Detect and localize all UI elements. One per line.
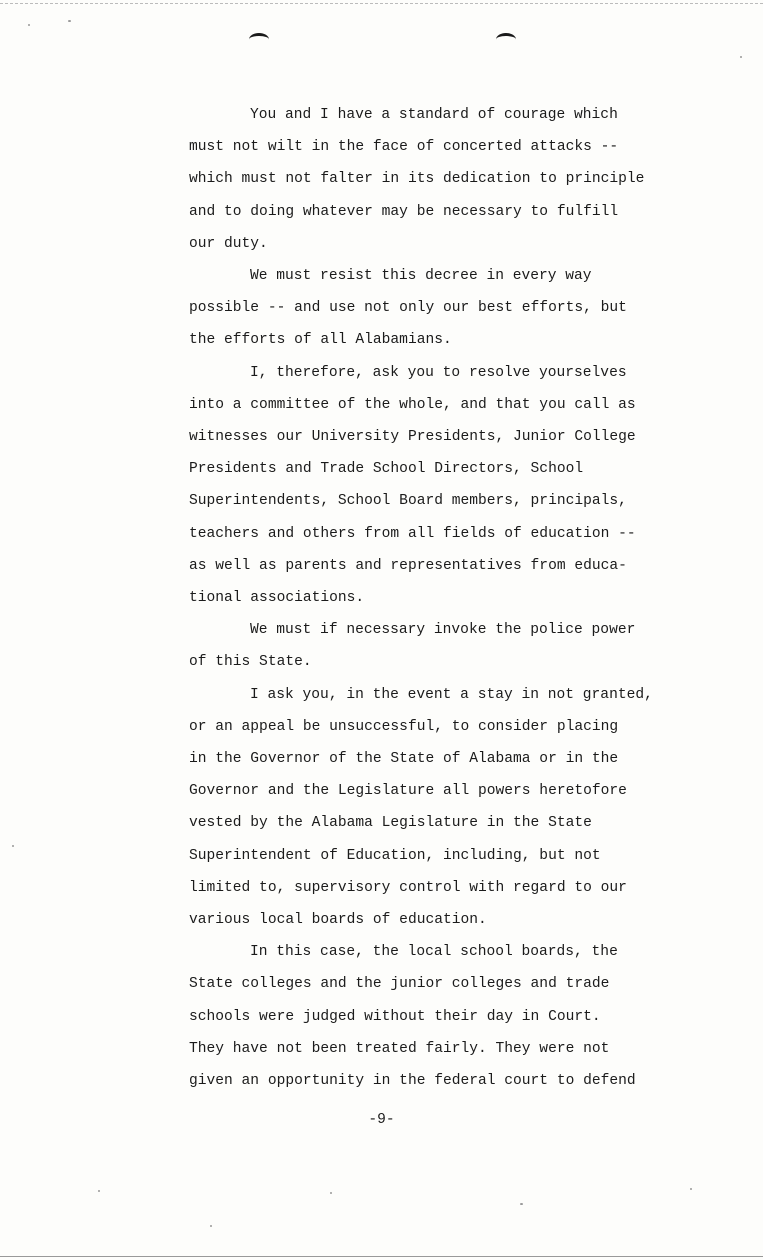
scan-speck [98,1190,100,1192]
top-perforation-edge [0,3,763,4]
scan-speck [520,1203,523,1205]
scan-speck [330,1192,332,1194]
paragraph-judged-without-day: In this case, the local school boards, the State colleges and the junior colleges and trade schools were judged without their day in Court. They have not been treated fairly. They were not given an opportunity in the federal court to defend [189,944,636,1090]
page-number: -9- [368,1112,395,1128]
scan-speck [68,20,71,22]
paragraph-governor-powers: I ask you, in the event a stay in not granted, or an appeal be unsuccessful, to consider placing in the Governor of the State of Alabama or in the Governor and the Legislature all powers heretofore vested by the Alabama Legislature in the State Superintendent of Education, including, but not limited to, supervisory control with regard to our various local boards of education. [189,686,653,929]
paragraph-committee-of-whole: I, therefore, ask you to resolve yourselves into a committee of the whole, and that you call as witnesses our University Presidents, Junior College Presidents and Trade School Directors, School Superintendents, School Board members, principals, teachers and others from all fields of education -- as well as parents and representatives from educa- tional associations. [189,364,636,607]
speech-body-text [189,99,659,1097]
paragraph-police-power: We must if necessary invoke the police power of this State. [189,622,636,671]
scan-speck [210,1225,212,1227]
bottom-page-edge [0,1256,763,1257]
left-binder-hole-mark [249,33,269,46]
scan-speck [690,1188,692,1190]
scan-speck [740,56,742,58]
scan-speck [12,845,14,847]
right-binder-hole-mark [496,33,516,46]
scan-speck [28,24,30,26]
paragraph-courage: You and I have a standard of courage which must not wilt in the face of concerted attacks -- which must not falter in its dedication to principle and to doing whatever may be necessary to fulfill our duty. [189,107,645,252]
paragraph-resist-decree: We must resist this decree in every way possible -- and use not only our best efforts, but the efforts of all Alabamians. [189,268,627,349]
